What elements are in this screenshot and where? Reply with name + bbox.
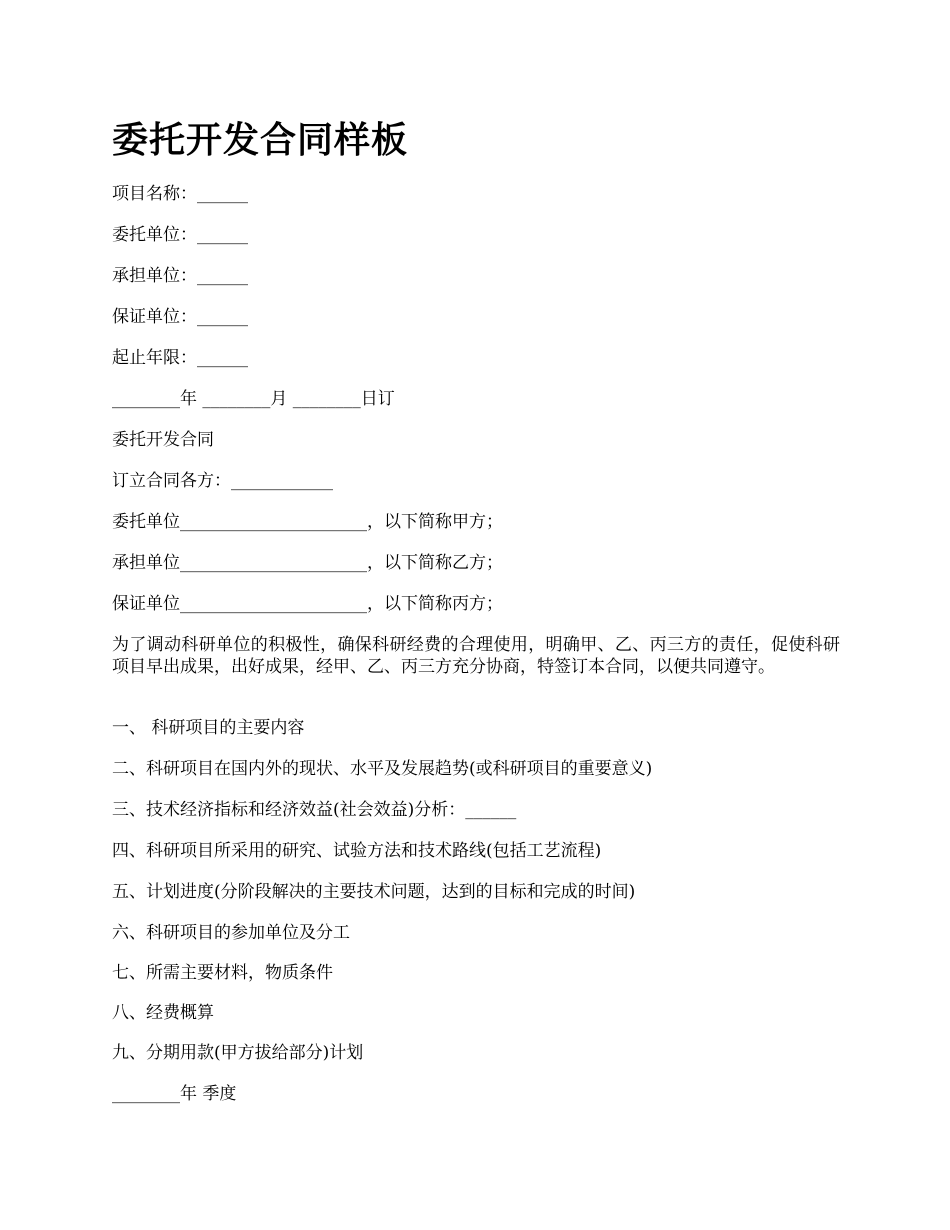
- date-line: ________年 ________月 ________日订: [112, 389, 395, 409]
- field-contractor-unit: 承担单位：______: [112, 266, 248, 286]
- party-c: 保证单位______________________，以下简称丙方；: [112, 594, 503, 614]
- section-5: 五、计划进度(分阶段解决的主要技术问题，达到的目标和完成的时间): [112, 882, 636, 902]
- section-9: 九、分期用款(甲方拔给部分)计划: [112, 1043, 364, 1063]
- section-2: 二、科研项目在国内外的现状、水平及发展趋势(或科研项目的重要意义): [112, 759, 653, 779]
- field-project-name: 项目名称：______: [112, 184, 248, 204]
- party-a: 委托单位______________________，以下简称甲方；: [112, 512, 503, 532]
- quarter-line: ________年 季度: [112, 1084, 237, 1104]
- contract-name: 委托开发合同: [112, 430, 214, 450]
- preamble-paragraph: 为了调动科研单位的积极性，确保科研经费的合理使用，明确甲、乙、丙三方的责任，促使科研项目早出成果，出好成果，经甲、乙、丙三方充分协商，特签订本合同，以便共同遵守。: [112, 635, 840, 677]
- field-term: 起止年限：______: [112, 348, 248, 368]
- section-8: 八、经费概算: [112, 1003, 214, 1023]
- field-guarantor-unit: 保证单位：______: [112, 307, 248, 327]
- section-6: 六、科研项目的参加单位及分工: [112, 923, 350, 943]
- section-1: 一、 科研项目的主要内容: [112, 718, 305, 738]
- section-3: 三、技术经济指标和经济效益(社会效益)分析：______: [112, 800, 517, 820]
- party-b: 承担单位______________________，以下简称乙方；: [112, 553, 503, 573]
- section-7: 七、所需主要材料，物质条件: [112, 963, 333, 983]
- section-4: 四、科研项目所采用的研究、试验方法和技术路线(包括工艺流程): [112, 841, 602, 861]
- field-client-unit: 委托单位：______: [112, 225, 248, 245]
- parties-intro: 订立合同各方：____________: [112, 471, 333, 491]
- document-title: 委托开发合同样板: [112, 120, 409, 161]
